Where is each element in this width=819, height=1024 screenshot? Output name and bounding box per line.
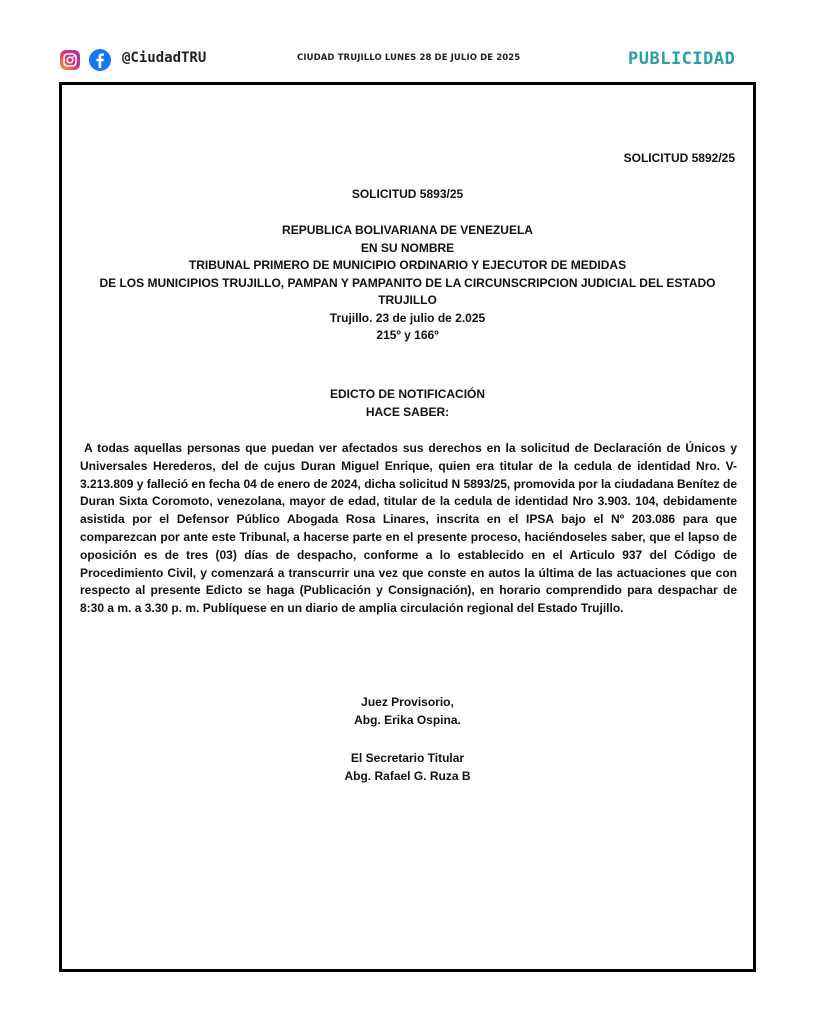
notice-title: EDICTO DE NOTIFICACIÓN [329,387,486,401]
court-line-name: EN SU NOMBRE [360,240,455,255]
court-line-republic: REPUBLICA BOLIVARIANA DE VENEZUELA [282,223,533,237]
page-header [0,0,819,80]
dateline: CIUDAD TRUJILLO LUNES 28 DE JULIO DE 2025 [297,53,521,63]
court-line-date: Trujillo. 23 de julio de 2.025 [329,310,486,325]
court-heading [78,222,737,345]
court-line-jurisdiction: DE LOS MUNICIPIOS TRUJILLO, PAMPAN Y PAMPANITO DE LA CIRCUNSCRIPCION JUDICIAL DEL ESTADO TRUJILLO [99,275,716,307]
request-number-center: SOLICITUD 5893/25 [351,187,464,201]
instagram-icon[interactable] [60,50,80,70]
facebook-icon[interactable] [89,49,111,71]
signature-judge-role: Juez Provisorio, [361,695,454,709]
court-line-tribunal: TRIBUNAL PRIMERO DE MUNICIPIO ORDINARIO Y EJECUTOR DE MEDIDAS [188,258,627,272]
notice-frame [59,82,756,972]
notice-subtitle: HACE SABER: [365,404,450,419]
social-handle[interactable]: @CiudadTRU [122,50,207,66]
signature-secretary-role: El Secretario Titular [350,751,465,765]
signature-judge-name: Abg. Erika Ospina. [354,712,461,727]
request-number-top: SOLICITUD 5892/25 [623,151,735,165]
signature-judge [78,694,737,729]
court-line-years: 215º y 166º [376,328,439,342]
signature-secretary-name: Abg. Rafael G. Ruza B [344,768,471,783]
signature-secretary [78,750,737,785]
notice-body: A todas aquellas personas que puedan ver afectados sus derechos en la solicitud de Declaración de Únicos y Universales Herederos, del de cujus Duran Miguel Enrique, quien era titular de la cedula de identidad Nro. V-3.213.809 y falleció en fecha 04 de enero de 2024, dicha solicitud N 5893/25, promovida por la ciudadana Benítez de Duran Sixta Coromoto, venezolana, mayor de edad, titular de la cedula de identidad Nro 3.903. 104, debidamente asistida por el Defensor Público Abogada Rosa Linares, inscrita en el IPSA bajo el Nº 203.086 para que comparezcan por ante este Tribunal, a hacerse parte en el presente proceso, haciéndoseles saber, que el lapso de oposición es de tres (03) días de despacho, conforme a lo establecido en el Articulo 937 del Código de Procedimiento Civil, y comenzará a transcurrir una vez que conste en autos la última de las actuaciones que con respecto al presente Edicto se haga (Publicación y Consignación), en horario comprendido para despachar de 8:30 a m. a 3.30 p. m. Publíquese en un diario de amplia circulación regional del Estado Trujillo. [80,441,737,616]
notice-title-block [78,386,737,421]
section-tag: PUBLICIDAD [628,49,736,69]
